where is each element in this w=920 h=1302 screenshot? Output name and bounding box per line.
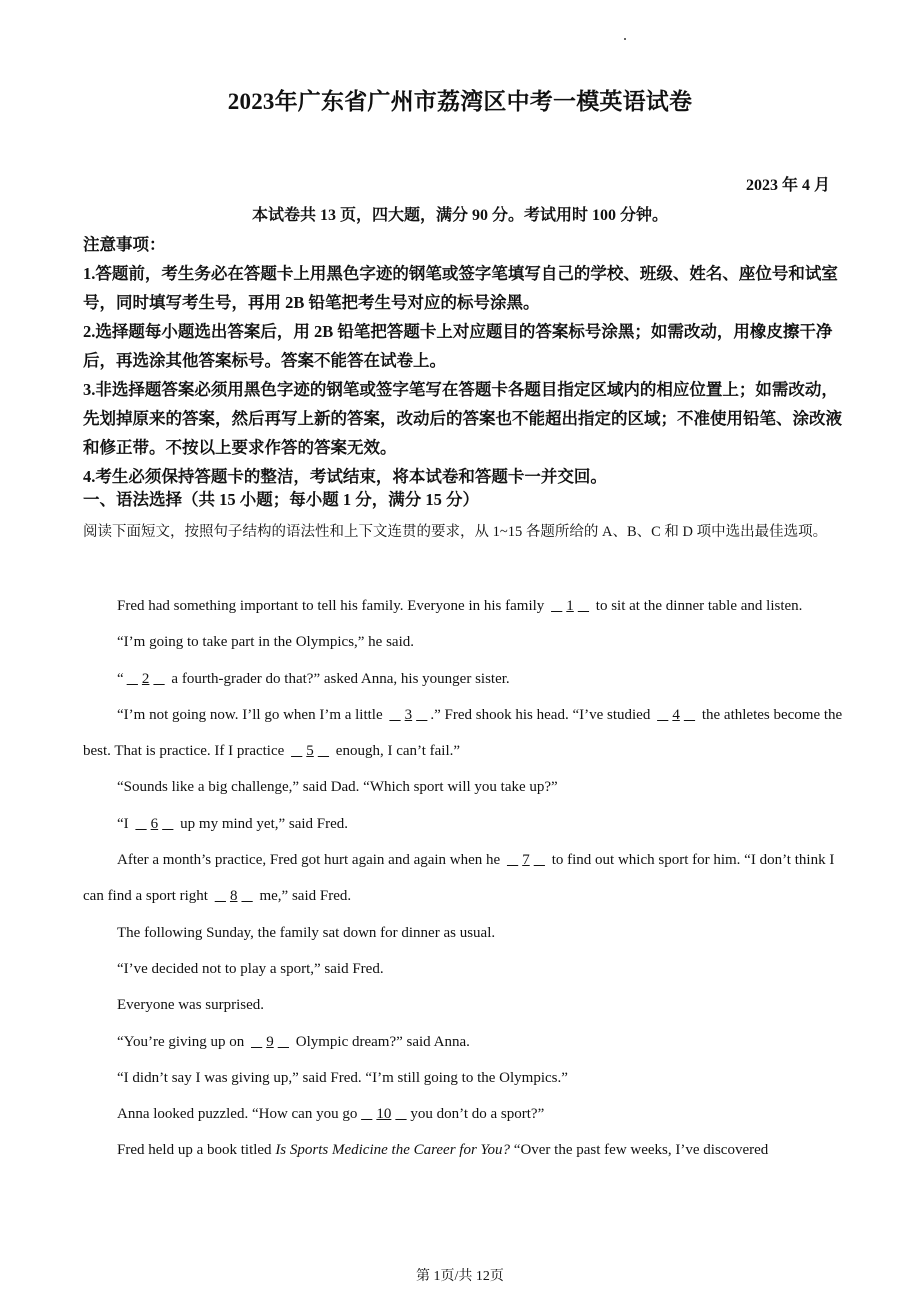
- passage-paragraph: Everyone was surprised.: [117, 997, 265, 1014]
- passage-paragraph: “I’m going to take part in the Olympics,” he said.: [117, 634, 415, 651]
- passage-paragraph: “I’ve decided not to play a sport,” said Fred.: [117, 960, 384, 977]
- reading-passage: [83, 588, 843, 1169]
- note-item: 1.答题前，考生务必在答题卡上用黑色字迹的钢笔或签字笔填写自己的学校、班级、姓名、座位号和试室号，同时填写考生号，再用 2B 铅笔把考生号对应的标号涂黑。: [83, 264, 838, 312]
- blank-4: 4: [672, 706, 680, 723]
- passage-paragraph: “ 2 a fourth-grader do that?” asked Anna, his younger sister.: [83, 661, 843, 697]
- blank-10: 10: [376, 1106, 392, 1123]
- passage-paragraph: Anna looked puzzled. “How can you go 10 you don’t do a sport?”: [83, 1096, 843, 1132]
- passage-paragraph: After a month’s practice, Fred got hurt again and again when he 7 to find out which sport for him. “I don’t think I can find a sport right 8 me,” said Fred.: [83, 842, 843, 915]
- passage-paragraph: “I’m not going now. I’ll go when I’m a little 3 .” Fred shook his head. “I’ve studied 4 the athletes become the best. That is practice. If I practice 5 enough, I can’t fail.”: [83, 697, 843, 770]
- blank-9: 9: [266, 1033, 274, 1050]
- blank-1: 1: [566, 598, 574, 614]
- blank-7: 7: [522, 852, 530, 869]
- blank-3: 3: [404, 706, 413, 723]
- passage-paragraph: “Sounds like a big challenge,” said Dad. “Which sport will you take up?”: [117, 779, 558, 796]
- exam-intro: 本试卷共 13 页，四大题，满分 90 分。考试用时 100 分钟。: [251, 207, 668, 224]
- notes-heading: 注意事项：: [83, 235, 166, 254]
- blank-5: 5: [306, 743, 314, 760]
- passage-paragraph: Fred had something important to tell his family. Everyone in his family 1 to sit at the dinner table and listen.: [83, 588, 843, 624]
- note-item: 3.非选择题答案必须用黑色字迹的钢笔或签字笔写在答题卡各题目指定区域内的相应位置上；如需改动，先划掉原来的答案，然后再写上新的答案，改动后的答案也不能超出指定的区域；不准使用铅笔、涂改液和修正带。不按以上要求作答的答案无效。: [83, 380, 842, 457]
- section-title: 一、语法选择（共 15 小题；每小题 1 分，满分 15 分）: [83, 490, 479, 509]
- blank-8: 8: [229, 888, 238, 905]
- passage-paragraph: Fred held up a book titled Is Sports Medicine the Career for You? “Over the past few weeks, I’ve discovered: [117, 1142, 769, 1159]
- exam-date: 2023 年 4 月: [745, 177, 830, 194]
- passage-paragraph: “I didn’t say I was giving up,” said Fred. “I’m still going to the Olympics.”: [117, 1069, 568, 1086]
- note-item: 2.选择题每小题选出答案后，用 2B 铅笔把答题卡上对应题目的答案标号涂黑；如需改动，用橡皮擦干净后，再选涂其他答案标号。答案不能答在试卷上。: [83, 322, 833, 370]
- page-footer: 第 1页/共 12页: [416, 1269, 504, 1284]
- book-title: Is Sports Medicine the Career for You?: [275, 1142, 511, 1159]
- blank-6: 6: [150, 815, 159, 832]
- passage-paragraph: “You’re giving up on 9 Olympic dream?” said Anna.: [83, 1024, 843, 1060]
- blank-2: 2: [141, 670, 150, 687]
- scan-speck: [624, 38, 626, 40]
- passage-paragraph: “I 6 up my mind yet,” said Fred.: [83, 806, 843, 842]
- section-instructions: 阅读下面短文，按照句子结构的语法性和上下文连贯的要求，从 1~15 各题所给的 A、B、C 和 D 项中选出最佳选项。: [83, 524, 828, 540]
- passage-paragraph: The following Sunday, the family sat down for dinner as usual.: [117, 924, 496, 941]
- page-title: 2023年广东省广州市荔湾区中考一模英语试卷: [227, 89, 693, 114]
- note-item: 4.考生必须保持答题卡的整洁，考试结束，将本试卷和答题卡一并交回。: [83, 467, 607, 486]
- notes-block: [83, 230, 843, 491]
